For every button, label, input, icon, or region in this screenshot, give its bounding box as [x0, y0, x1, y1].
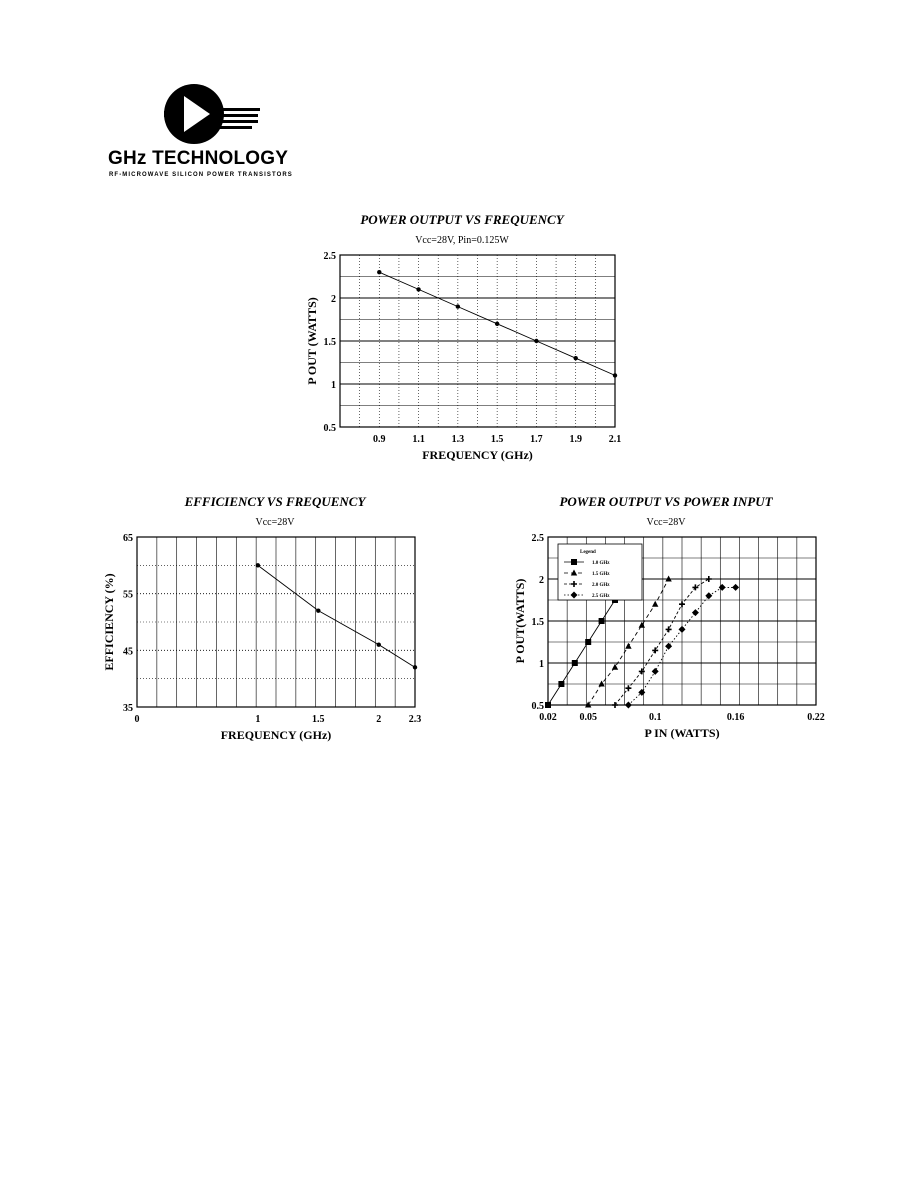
chart-title: EFFICIENCY VS FREQUENCY: [184, 494, 366, 509]
y-tick-label: 0.5: [531, 701, 544, 712]
chart-subtitle: Vcc=28V: [255, 517, 295, 528]
data-point: [599, 618, 605, 624]
y-tick-label: 2: [539, 575, 544, 586]
data-point: [613, 373, 617, 377]
chart-efficiency-vs-frequency-svg: [100, 490, 440, 752]
y-tick-label: 1.5: [531, 617, 544, 628]
data-point: [377, 270, 381, 274]
data-point: [413, 665, 417, 669]
y-tick-label: 2.5: [531, 533, 544, 544]
y-tick-label: 65: [123, 533, 133, 544]
chart-subtitle: Vcc=28V, Pin=0.125W: [415, 235, 509, 246]
data-point: [456, 304, 460, 308]
legend-label: 1.5 GHz: [592, 572, 610, 577]
y-tick-label: 1: [331, 380, 336, 391]
chart-power-output-vs-power-input: [510, 490, 850, 752]
legend-marker: [571, 559, 577, 565]
y-tick-label: 55: [123, 589, 133, 601]
data-point: [377, 642, 381, 646]
x-tick-label: 1.7: [530, 434, 543, 445]
data-point: [534, 339, 538, 343]
y-tick-label: 1.5: [323, 337, 336, 348]
data-point: [574, 356, 578, 360]
x-axis-label: FREQUENCY (GHz): [422, 448, 533, 462]
data-point: [585, 639, 591, 645]
x-tick-label: 1.5: [490, 434, 504, 445]
x-tick-label: 0.02: [539, 712, 557, 723]
y-tick-label: 35: [123, 703, 133, 714]
x-tick-label: 1.1: [412, 434, 425, 445]
chart-title: POWER OUTPUT VS POWER INPUT: [559, 494, 773, 509]
x-axis-label: P IN (WATTS): [644, 726, 720, 740]
x-tick-label: 0: [134, 714, 140, 725]
x-tick-label: 1.3: [451, 434, 465, 445]
data-point: [316, 608, 320, 612]
company-tagline: RF-MICROWAVE SILICON POWER TRANSISTORS: [109, 172, 293, 178]
data-point: [416, 287, 420, 291]
chart-title: POWER OUTPUT VS FREQUENCY: [360, 212, 564, 227]
y-tick-label: 2.5: [323, 251, 336, 262]
legend-label: 2.5 GHz: [592, 594, 610, 599]
y-tick-label: 0.5: [323, 423, 336, 434]
x-axis-label: FREQUENCY (GHz): [220, 728, 332, 742]
logo-mark-icon: [164, 82, 264, 146]
y-axis-label: P OUT (WATTS): [305, 297, 319, 385]
chart-power-output-vs-power-input-svg: [510, 490, 850, 752]
x-tick-label: 0.05: [579, 712, 597, 723]
x-tick-label: 2.3: [408, 714, 422, 725]
x-tick-label: 0.22: [807, 712, 825, 723]
y-tick-label: 2: [331, 294, 336, 305]
y-axis-label: P OUT(WATTS): [513, 578, 527, 664]
x-tick-label: 2: [376, 714, 382, 725]
company-name: GHz TECHNOLOGY: [108, 148, 289, 169]
x-tick-label: 1.5: [312, 714, 325, 725]
data-point: [558, 681, 564, 687]
data-point: [495, 322, 499, 326]
y-axis-label: EFFICIENCY (%): [102, 573, 116, 671]
chart-power-output-vs-frequency: [300, 208, 640, 470]
x-tick-label: 1: [255, 714, 261, 725]
x-tick-label: 0.1: [648, 712, 662, 723]
legend-title: Legend: [580, 550, 596, 555]
data-point: [256, 563, 260, 567]
x-tick-label: 0.16: [726, 712, 745, 723]
x-tick-label: 0.9: [373, 434, 386, 445]
chart-subtitle: Vcc=28V: [646, 517, 686, 528]
x-tick-label: 2.1: [608, 434, 622, 445]
data-point: [545, 702, 551, 708]
chart-efficiency-vs-frequency: [100, 490, 440, 752]
y-tick-label: 1: [539, 659, 544, 670]
x-tick-label: 1.9: [569, 434, 582, 445]
company-logo: [106, 82, 316, 182]
y-tick-label: 45: [123, 646, 133, 658]
data-point: [572, 660, 578, 666]
chart-power-output-vs-frequency-svg: [300, 208, 640, 470]
legend-label: 1.0 GHz: [592, 561, 610, 566]
legend-label: 2.0 GHz: [592, 583, 610, 588]
